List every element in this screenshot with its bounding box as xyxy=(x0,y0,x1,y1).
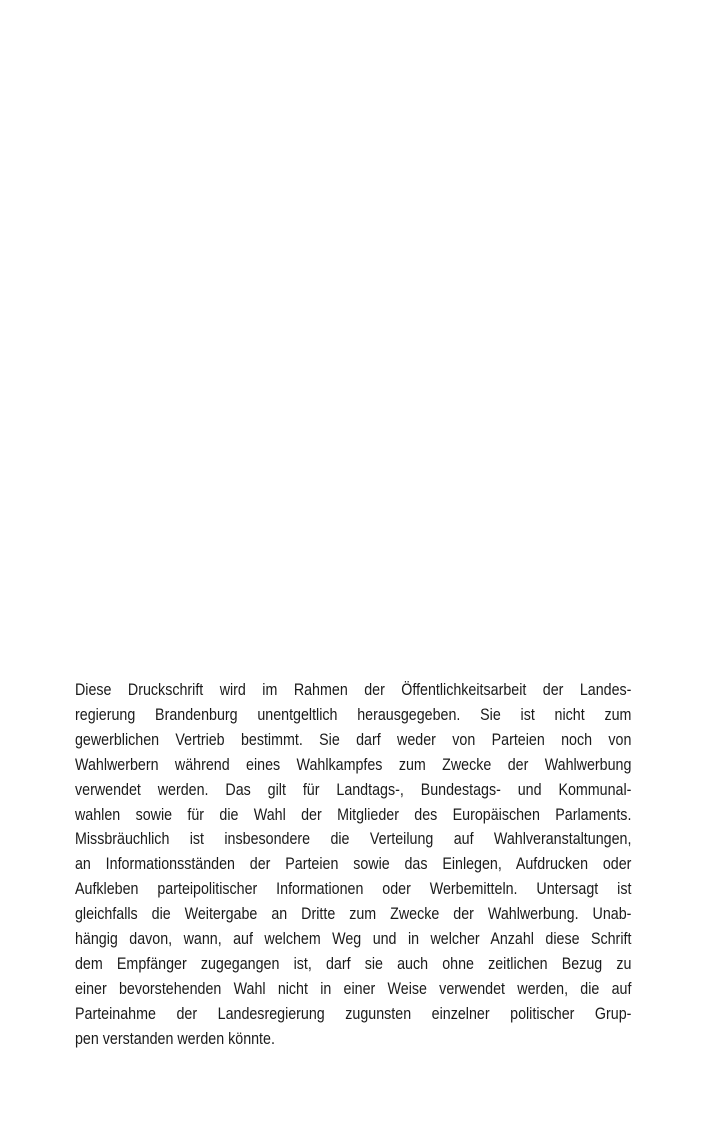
disclaimer-line: Diese Druckschrift wird im Rahmen der Öffentlichkeitsarbeit der Landes- xyxy=(75,680,632,699)
disclaimer-line: Aufkleben parteipolitischer Informationen oder Werbemitteln. Untersagt ist xyxy=(75,879,632,899)
disclaimer-line: hängig davon, wann, auf welchem Weg und in welcher Anzahl diese Schrift xyxy=(75,929,632,949)
disclaimer-line: gleichfalls die Weitergabe an Dritte zum Zwecke der Wahlwerbung. Unab- xyxy=(75,904,632,924)
disclaimer-line: dem Empfänger zugegangen ist, darf sie auch ohne zeitlichen Bezug zu xyxy=(75,953,632,973)
disclaimer-line: einer bevorstehenden Wahl nicht in einer Weise verwendet werden, die auf xyxy=(75,978,632,998)
disclaimer-line: gewerblichen Vertrieb bestimmt. Sie darf weder von Parteien noch von xyxy=(75,729,632,749)
disclaimer-line: verwendet werden. Das gilt für Landtags-, Bundestags- und Kommunal- xyxy=(75,779,632,799)
disclaimer-line: wahlen sowie für die Wahl der Mitglieder des Europäischen Parlaments. xyxy=(75,804,632,824)
disclaimer-line: pen verstanden werden könnte. xyxy=(75,1028,275,1048)
disclaimer-line: Parteinahme der Landesregierung zugunsten einzelner politischer Grup- xyxy=(75,1003,632,1023)
disclaimer-line: regierung Brandenburg unentgeltlich herausgegeben. Sie ist nicht zum xyxy=(75,704,632,724)
disclaimer-line: an Informationsständen der Parteien sowie das Einlegen, Aufdrucken oder xyxy=(75,854,632,874)
disclaimer-line: Wahlwerbern während eines Wahlkampfes zum Zwecke der Wahlwerbung xyxy=(75,754,632,774)
disclaimer-paragraph xyxy=(75,678,632,1052)
disclaimer-line: Missbräuchlich ist insbesondere die Verteilung auf Wahlveranstaltungen, xyxy=(75,829,632,849)
